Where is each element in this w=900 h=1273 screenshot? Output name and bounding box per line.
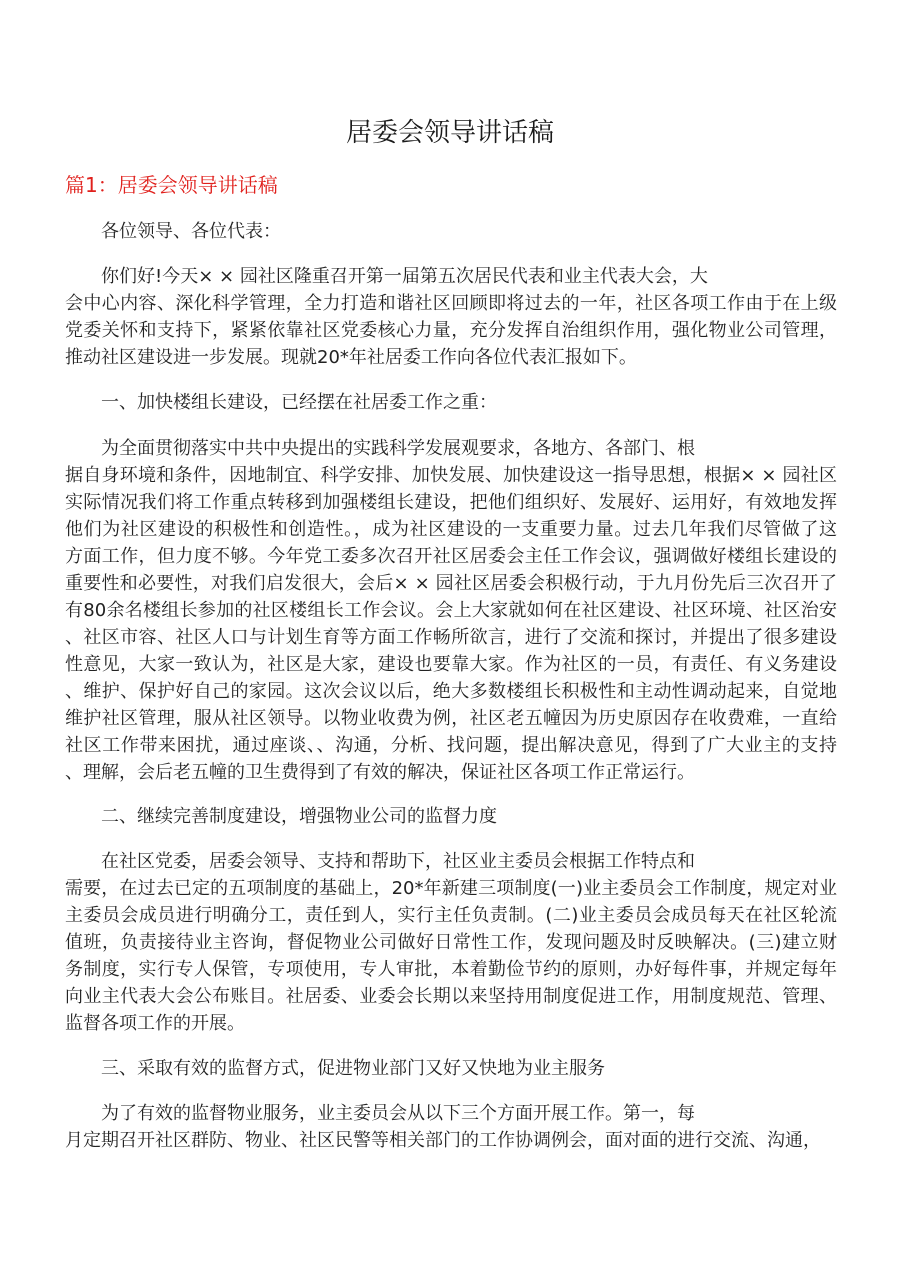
paragraph-line: 为全面贯彻落实中共中央提出的实践科学发展观要求，各地方、各部门、根 xyxy=(101,438,695,459)
section-heading-3 xyxy=(65,1055,837,1082)
paragraph-line: 社区工作带来困扰，通过座谈、、沟通，分析、找问题，提出解决意见，得到了广大业主的支持 xyxy=(65,735,837,756)
document-title: 居委会领导讲话稿 xyxy=(345,118,554,148)
paragraph-line: 推动社区建设进一步发展。现就20*年社居委工作向各位代表汇报如下。 xyxy=(65,347,637,368)
paragraph-2 xyxy=(65,435,837,786)
paragraph-line: 性意见，大家一致认为，社区是大家，建设也要靠大家。作为社区的一员，有责任、有义务建设 xyxy=(65,654,837,675)
paragraph-line: 会中心内容、深化科学管理，全力打造和谐社区回顾即将过去的一年，社区各项工作由于在上级 xyxy=(65,293,837,314)
paragraph-line: 需要，在过去已定的五项制度的基础上，20*年新建三项制度(一)业主委员会工作制度，规定对业 xyxy=(65,878,837,899)
section-heading-text: 三、采取有效的监督方式，促进物业部门又好又快地为业主服务 xyxy=(101,1058,605,1079)
chapter-heading: 篇1：居委会领导讲话稿 xyxy=(65,173,278,197)
section-heading-text: 二、继续完善制度建设，增强物业公司的监督力度 xyxy=(101,806,497,827)
paragraph-line: 监督各项工作的开展。 xyxy=(65,1013,245,1034)
paragraph-line: 重要性和必要性，对我们启发很大，会后× × 园社区居委会积极行动，于九月份先后三次召开了 xyxy=(65,573,837,594)
paragraph-line: 维护社区管理，服从社区领导。以物业收费为例，社区老五幢因为历史原因存在收费难，一直给 xyxy=(65,708,837,729)
greeting xyxy=(65,218,837,245)
paragraph-line: 实际情况我们将工作重点转移到加强楼组长建设，把他们组织好、发展好、运用好，有效地发挥 xyxy=(65,492,837,513)
paragraph-line: 党委关怀和支持下，紧紧依靠社区党委核心力量，充分发挥自治组织作用，强化物业公司管理， xyxy=(65,320,837,341)
paragraph-line: 、理解，会后老五幢的卫生费得到了有效的解决，保证社区各项工作正常运行。 xyxy=(65,762,695,783)
paragraph-line: 务制度，实行专人保管，专项使用，专人审批，本着勤俭节约的原则，办好每件事，并规定每年 xyxy=(65,959,837,980)
paragraph-line: 为了有效的监督物业服务，业主委员会从以下三个方面开展工作。第一，每 xyxy=(101,1103,695,1124)
paragraph-line: 向业主代表大会公布账目。社居委、业委会长期以来坚持用制度促进工作，用制度规范、管理、 xyxy=(65,986,837,1007)
paragraph-line: 值班，负责接待业主咨询，督促物业公司做好日常性工作，发现问题及时反映解决。(三)建立财 xyxy=(65,932,837,953)
paragraph-line: 主委员会成员进行明确分工，责任到人，实行主任负责制。(二)业主委员会成员每天在社区轮流 xyxy=(65,905,837,926)
section-heading-text: 一、加快楼组长建设，已经摆在社居委工作之重： xyxy=(101,392,497,413)
paragraph-1 xyxy=(65,263,837,371)
paragraph-line: 有80余名楼组长参加的社区楼组长工作会议。会上大家就如何在社区建设、社区环境、社区治安 xyxy=(65,600,837,621)
paragraph-line: 、社区市容、社区人口与计划生育等方面工作畅所欲言，进行了交流和探讨，并提出了很多建设 xyxy=(65,627,837,648)
paragraph-line: 据自身环境和条件，因地制宜、科学安排、加快发展、加快建设这一指导思想，根据× × 园社区 xyxy=(65,465,837,486)
paragraph-line: 、维护、保护好自己的家园。这次会议以后，绝大多数楼组长积极性和主动性调动起来，自觉地 xyxy=(65,681,837,702)
paragraph-line: 方面工作，但力度不够。今年党工委多次召开社区居委会主任工作会议，强调做好楼组长建设的 xyxy=(65,546,837,567)
greeting-line: 各位领导、各位代表： xyxy=(101,221,281,242)
paragraph-line: 他们为社区建设的积极性和创造性。，成为社区建设的一支重要力量。过去几年我们尽管做了这 xyxy=(65,519,837,540)
paragraph-3 xyxy=(65,848,837,1037)
paragraph-line: 月定期召开社区群防、物业、社区民警等相关部门的工作协调例会，面对面的进行交流、沟通， xyxy=(65,1130,821,1151)
section-heading-1 xyxy=(65,389,837,416)
paragraph-line: 你们好!今天× × 园社区隆重召开第一届第五次居民代表和业主代表大会，大 xyxy=(101,266,708,287)
paragraph-line: 在社区党委，居委会领导、支持和帮助下，社区业主委员会根据工作特点和 xyxy=(101,851,695,872)
paragraph-4 xyxy=(65,1100,837,1154)
section-heading-2 xyxy=(65,803,837,830)
